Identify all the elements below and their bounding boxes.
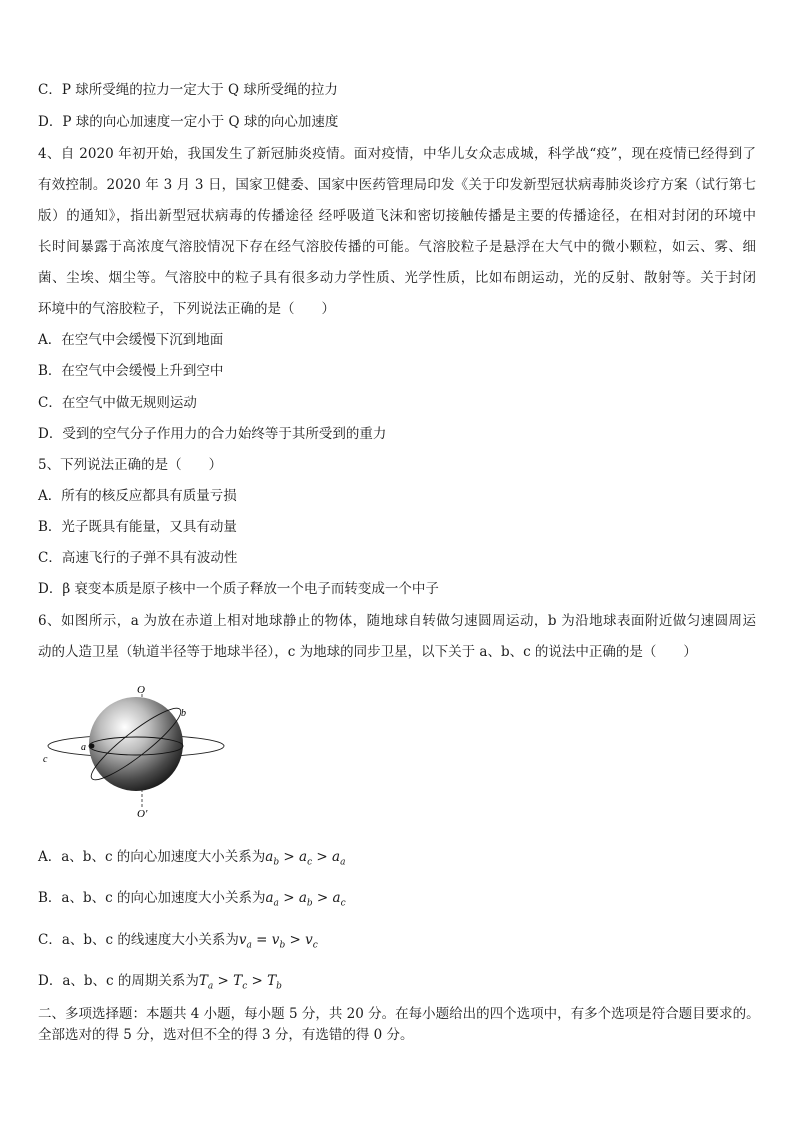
q4-stem-line-4: 长时间暴露于高浓度气溶胶情况下存在经气溶胶传播的可能。气溶胶粒子是悬浮在大气中的微小颗粒，如云、雾、细	[38, 239, 756, 255]
q6-stem-line-1: 6、如图所示，a 为放在赤道上相对地球静止的物体，随地球自转做匀速圆周运动，b 为沿地球表面附近做匀速圆周运	[38, 613, 756, 629]
q5-option-b: B．光子既具有能量，又具有动量	[38, 519, 237, 535]
earth-orbit-figure	[36, 680, 236, 820]
earth-sphere	[89, 697, 183, 791]
q6-option-c	[38, 931, 318, 955]
q6-stem-line-2: 动的人造卫星（轨道半径等于地球半径），c 为地球的同步卫星，以下关于 a、b、c 的说法中正确的是（ ）	[38, 644, 697, 660]
q3-option-c: C．P 球所受绳的拉力一定大于 Q 球所受绳的拉力	[38, 82, 338, 98]
label-O-prime: O′	[137, 808, 148, 820]
q4-option-d: D．受到的空气分子作用力的合力始终等于其所受到的重力	[38, 426, 387, 442]
q4-option-b: B．在空气中会缓慢上升到空中	[38, 363, 224, 379]
q6-option-c-text: C．a、b、c 的线速度大小关系为	[38, 932, 239, 948]
q6-option-b-formula: $a_a > a_b > a_c$	[265, 890, 346, 909]
q5-option-a: A．所有的核反应都具有质量亏损	[38, 488, 237, 504]
q6-option-d-text: D．a、b、c 的周期关系为	[38, 973, 199, 989]
q6-option-d-formula: $T_a > T_c > T_b$	[198, 973, 282, 992]
q6-option-a	[38, 848, 345, 872]
label-O: O	[137, 684, 145, 696]
label-a: a	[81, 742, 86, 753]
object-a-dot	[90, 744, 95, 749]
q5-option-c: C．高速飞行的子弹不具有波动性	[38, 550, 238, 566]
q3-option-d: D．P 球的向心加速度一定小于 Q 球的向心加速度	[38, 114, 339, 130]
q5-stem: 5、下列说法正确的是（ ）	[38, 457, 223, 473]
q4-option-a: A．在空气中会缓慢下沉到地面	[38, 332, 224, 348]
label-c: c	[43, 754, 48, 765]
q4-option-c: C．在空气中做无规则运动	[38, 395, 197, 411]
section-2-heading-line-1: 二、多项选择题：本题共 4 小题，每小题 5 分，共 20 分。在每小题给出的四个选项中，有多个选项是符合题目要求的。	[38, 1006, 760, 1022]
q4-stem-line-1: 4、自 2020 年初开始，我国发生了新冠肺炎疫情。面对疫情，中华儿女众志成城，科学战“疫”，现在疫情已经得到了	[38, 146, 756, 162]
q5-option-d: D．β 衰变本质是原子核中一个质子释放一个电子而转变成一个中子	[38, 581, 439, 597]
q6-option-c-formula: $v_a = v_b > v_c$	[238, 932, 318, 951]
q4-stem-line-3: 版）的通知》，指出新型冠状病毒的传播途径 经呼吸道飞沫和密切接触传播是主要的传播途径，在相对封闭的环境中	[38, 208, 756, 224]
section-2-heading-line-2: 全部选对的得 5 分，选对但不全的得 3 分，有选错的得 0 分。	[38, 1027, 414, 1043]
q4-stem-line-5: 菌、尘埃、烟尘等。气溶胶中的粒子具有很多动力学性质、光学性质，比如布朗运动，光的反射、散射等。关于封闭	[38, 270, 756, 286]
q6-option-b	[38, 889, 346, 913]
label-b: b	[181, 708, 186, 719]
q4-stem-line-6: 环境中的气溶胶粒子，下列说法正确的是（ ）	[38, 301, 335, 317]
q6-option-d	[38, 972, 282, 996]
q4-stem-line-2: 有效控制。2020 年 3 月 3 日，国家卫健委、国家中医药管理局印发《关于印发新型冠状病毒肺炎诊疗方案（试行第七	[38, 177, 756, 193]
q6-option-a-text: A．a、b、c 的向心加速度大小关系为	[38, 849, 266, 865]
q6-option-b-text: B．a、b、c 的向心加速度大小关系为	[38, 890, 266, 906]
q6-option-a-formula: $a_b > a_c > a_a$	[265, 849, 346, 868]
